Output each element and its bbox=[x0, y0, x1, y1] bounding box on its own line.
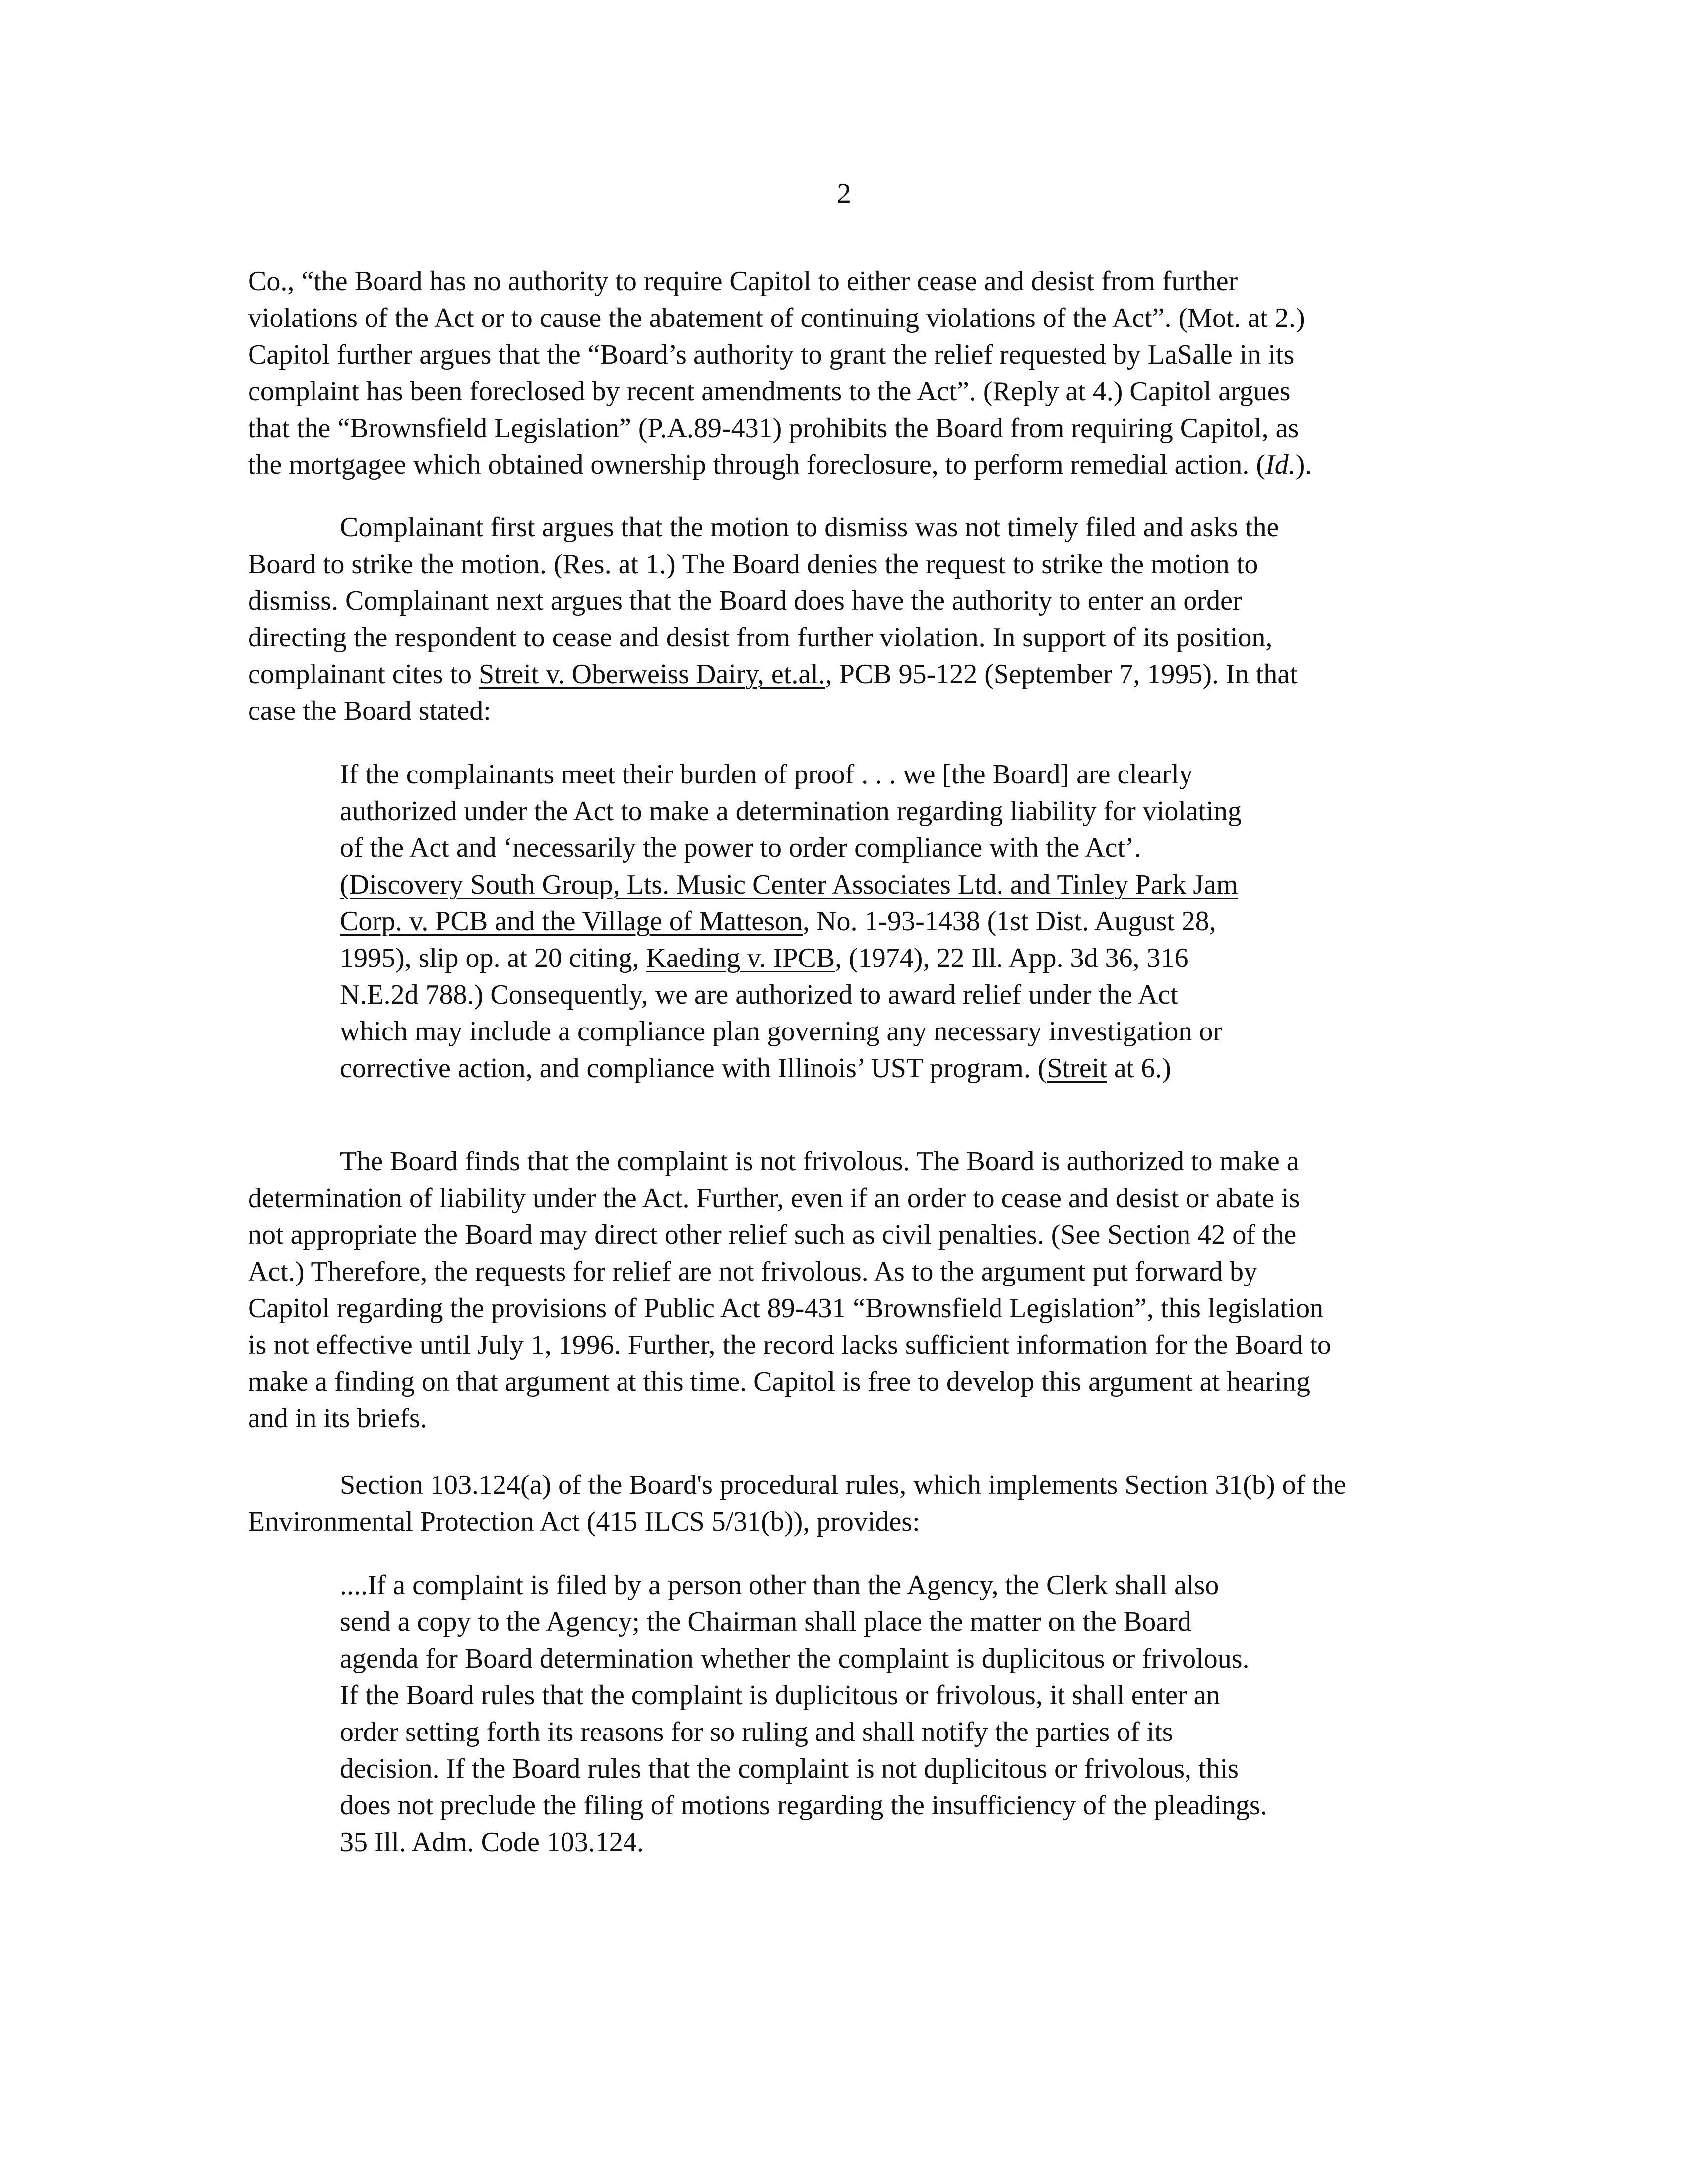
paragraph-line: case the Board stated: bbox=[248, 696, 491, 726]
paragraph-4 bbox=[248, 1467, 1468, 1540]
paragraph-line bbox=[248, 447, 1468, 483]
paragraph-1 bbox=[248, 263, 1468, 483]
quote-line bbox=[340, 903, 1381, 940]
quote-line: of the Act and ‘necessarily the power to order compliance with the Act’. bbox=[340, 833, 1141, 863]
quote-line: ....If a complaint is filed by a person other than the Agency, the Clerk shall also bbox=[340, 1570, 1219, 1601]
paragraph-line: violations of the Act or to cause the abatement of continuing violations of the Act”. (Mot. at 2.) bbox=[248, 303, 1305, 333]
paragraph-line: directing the respondent to cease and desist from further violation. In support of its position, bbox=[248, 622, 1273, 653]
citation-id: Id. bbox=[1265, 450, 1296, 480]
quote-line: 35 Ill. Adm. Code 103.124. bbox=[340, 1827, 644, 1858]
paragraph-line: Capitol regarding the provisions of Public Act 89-431 “Brownsfield Legislation”, this legislation bbox=[248, 1293, 1324, 1324]
paragraph-line: Complainant first argues that the motion to dismiss was not timely filed and asks the bbox=[340, 512, 1279, 543]
paragraph-line bbox=[248, 656, 1468, 693]
quote-line: If the Board rules that the complaint is duplicitous or frivolous, it shall enter an bbox=[340, 1680, 1220, 1711]
paragraph-line: and in its briefs. bbox=[248, 1403, 427, 1434]
text-segment: , (1974), 22 Ill. App. 3d 36, 316 bbox=[835, 943, 1188, 973]
text-segment: complainant cites to bbox=[248, 659, 479, 690]
quote-line bbox=[340, 1050, 1381, 1087]
block-quote-2 bbox=[340, 1567, 1381, 1861]
paragraph-line: make a finding on that argument at this time. Capitol is free to develop this argument at hearing bbox=[248, 1366, 1310, 1397]
case-citation: Streit bbox=[1047, 1053, 1107, 1084]
paragraph-line: complaint has been foreclosed by recent amendments to the Act”. (Reply at 4.) Capitol argues bbox=[248, 376, 1291, 407]
paragraph-line: dismiss. Complainant next argues that the Board does have the authority to enter an order bbox=[248, 585, 1242, 616]
case-citation: (Discovery South Group, Lts. Music Center Associates Ltd. and Tinley Park Jam bbox=[340, 869, 1238, 900]
text-segment: , PCB 95-122 (September 7, 1995). In that bbox=[825, 659, 1298, 690]
block-quote-1 bbox=[340, 756, 1381, 1087]
paragraph-line: Board to strike the motion. (Res. at 1.) The Board denies the request to strike the motion to bbox=[248, 549, 1258, 579]
quote-line: authorized under the Act to make a determination regarding liability for violating bbox=[340, 796, 1242, 827]
paragraph-line: The Board finds that the complaint is not frivolous. The Board is authorized to make a bbox=[340, 1146, 1299, 1177]
paragraph-line: determination of liability under the Act. Further, even if an order to cease and desist or abate is bbox=[248, 1183, 1300, 1214]
text-segment: , No. 1-93-1438 (1st Dist. August 28, bbox=[803, 906, 1216, 937]
case-citation: Kaeding v. IPCB bbox=[646, 943, 835, 973]
paragraph-2 bbox=[248, 509, 1468, 729]
case-citation: Streit v. Oberweiss Dairy, et.al. bbox=[478, 659, 825, 690]
quote-line: agenda for Board determination whether the complaint is duplicitous or frivolous. bbox=[340, 1643, 1250, 1674]
quote-line bbox=[340, 940, 1381, 976]
quote-line: which may include a compliance plan governing any necessary investigation or bbox=[340, 1016, 1222, 1047]
page-number: 2 bbox=[837, 177, 851, 209]
paragraph-line: is not effective until July 1, 1996. Further, the record lacks sufficient information for the Board to bbox=[248, 1330, 1331, 1360]
text-segment: ). bbox=[1295, 450, 1312, 480]
paragraph-line: that the “Brownsfield Legislation” (P.A.89-431) prohibits the Board from requiring Capitol, as bbox=[248, 413, 1299, 444]
paragraph-line: Act.) Therefore, the requests for relief are not frivolous. As to the argument put forward by bbox=[248, 1256, 1258, 1287]
quote-line: If the complainants meet their burden of proof . . . we [the Board] are clearly bbox=[340, 759, 1193, 790]
quote-line: N.E.2d 788.) Consequently, we are authorized to award relief under the Act bbox=[340, 979, 1178, 1010]
paragraph-line: not appropriate the Board may direct other relief such as civil penalties. (See Section 42 of the bbox=[248, 1220, 1297, 1250]
paragraph-line: Environmental Protection Act (415 ILCS 5/31(b)), provides: bbox=[248, 1506, 920, 1537]
quote-line: decision. If the Board rules that the complaint is not duplicitous or frivolous, this bbox=[340, 1753, 1239, 1784]
paragraph-line: Capitol further argues that the “Board’s authority to grant the relief requested by LaSalle in its bbox=[248, 339, 1295, 370]
paragraph-line: Section 103.124(a) of the Board's procedural rules, which implements Section 31(b) of the bbox=[340, 1470, 1346, 1500]
case-citation: Corp. v. PCB and the Village of Matteson bbox=[340, 906, 803, 937]
quote-line: send a copy to the Agency; the Chairman shall place the matter on the Board bbox=[340, 1606, 1191, 1637]
text-segment: the mortgagee which obtained ownership through foreclosure, to perform remedial action. ( bbox=[248, 450, 1266, 480]
text-segment: at 6.) bbox=[1107, 1053, 1171, 1084]
quote-line: order setting forth its reasons for so ruling and shall notify the parties of its bbox=[340, 1717, 1173, 1747]
text-segment: 1995), slip op. at 20 citing, bbox=[340, 943, 646, 973]
paragraph-line: Co., “the Board has no authority to require Capitol to either cease and desist from further bbox=[248, 266, 1238, 297]
text-segment: corrective action, and compliance with Illinois’ UST program. ( bbox=[340, 1053, 1047, 1084]
quote-line: does not preclude the filing of motions regarding the insufficiency of the pleadings. bbox=[340, 1790, 1267, 1821]
paragraph-3 bbox=[248, 1143, 1468, 1437]
